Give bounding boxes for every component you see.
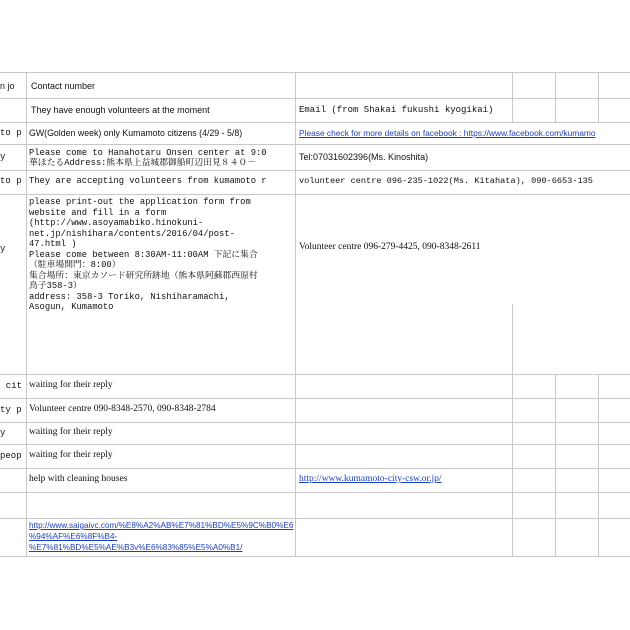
header-contact-number: Contact number bbox=[31, 81, 96, 91]
row-detail: help with cleaning houses bbox=[29, 474, 128, 484]
row-label: to p bbox=[0, 128, 22, 138]
saigaivc-link-line[interactable]: %94%AF%E6%8F%B4- bbox=[29, 532, 118, 541]
row-detail: waiting for their reply bbox=[29, 427, 113, 437]
row-detail-line: 華ほたるAddress:熊本県上益城郡御船町辺田見８４０－ bbox=[29, 158, 256, 168]
row-contact: Volunteer centre 096-279-4425, 090-8348-2611 bbox=[299, 242, 481, 252]
row-label: y bbox=[0, 428, 6, 438]
row-detail: They are accepting volunteers from kumamoto r bbox=[29, 176, 267, 186]
row-detail: Volunteer centre 090-8348-2570, 090-8348-2784 bbox=[29, 404, 216, 414]
row-detail-line: Please come to Hanahotaru Onsen center at 9:0 bbox=[29, 148, 267, 158]
kumamoto-city-link[interactable]: http://www.kumamoto-city-csw.or.jp/ bbox=[299, 474, 442, 484]
row-label: to p bbox=[0, 176, 22, 186]
row-detail: waiting for their reply bbox=[29, 380, 113, 390]
row-label: y bbox=[0, 152, 6, 162]
row-detail-line: please print-out the application form from bbox=[29, 197, 251, 207]
saigaivc-link[interactable] bbox=[29, 520, 295, 553]
row-contact: Tel:07031602396(Ms. Kinoshita) bbox=[299, 152, 429, 162]
row-contact: volunteer centre 096-235-1022(Ms. Kitahata), 090-6653-135 bbox=[299, 176, 593, 186]
spreadsheet bbox=[0, 72, 630, 552]
row-detail-line: net.jp/nishihara/contents/2016/04/post- bbox=[29, 228, 235, 239]
header-col-a: n jo bbox=[0, 81, 15, 91]
row-label: cit bbox=[5, 381, 22, 391]
row-detail-line: 集合場所：東京カソード研究所跡地（熊本県阿蘇郡西原村 bbox=[29, 270, 258, 281]
row-label: ty p bbox=[0, 405, 22, 415]
row-detail-line: Please come between 8:30AM-11:00AM 下記に集合 bbox=[29, 249, 258, 260]
row-detail-line: 47.html ) bbox=[29, 239, 77, 249]
row-contact: Email (from Shakai fukushi kyogikai) bbox=[299, 105, 494, 115]
row-detail-line: Asogun, Kumamoto bbox=[29, 302, 114, 312]
facebook-link[interactable]: Please check for more details on facebook : https://www.facebook.com/kumamo bbox=[299, 128, 596, 138]
row-detail: They have enough volunteers at the moment bbox=[31, 105, 210, 115]
row-label: y bbox=[0, 244, 6, 254]
row-detail: waiting for their reply bbox=[29, 450, 113, 460]
row-label: peop bbox=[0, 451, 22, 461]
row-detail-line: 鳥子358-3） bbox=[29, 281, 82, 291]
row-detail bbox=[29, 148, 294, 168]
row-detail-line: address: 358-3 Toriko, Nishiharamachi, bbox=[29, 291, 230, 302]
row-detail bbox=[29, 197, 294, 313]
row-detail-line: (http://www.asoyamabiko.hinokuni- bbox=[29, 218, 204, 228]
saigaivc-link-line[interactable]: %E7%81%BD%E5%AE%B3v%E6%83%85%E5%A0%B1/ bbox=[29, 543, 243, 552]
row-detail-line: website and fill in a form bbox=[29, 207, 167, 218]
row-detail-line: （駐車場開門：8:00） bbox=[29, 260, 121, 270]
saigaivc-link-line[interactable]: http://www.saigaivc.com/%E8%A2%AB%E7%81%BD%E5%9C%B0%E6 bbox=[29, 521, 294, 530]
row-detail: GW(Golden week) only Kumamoto citizens (4/29 - 5/8) bbox=[29, 128, 243, 138]
